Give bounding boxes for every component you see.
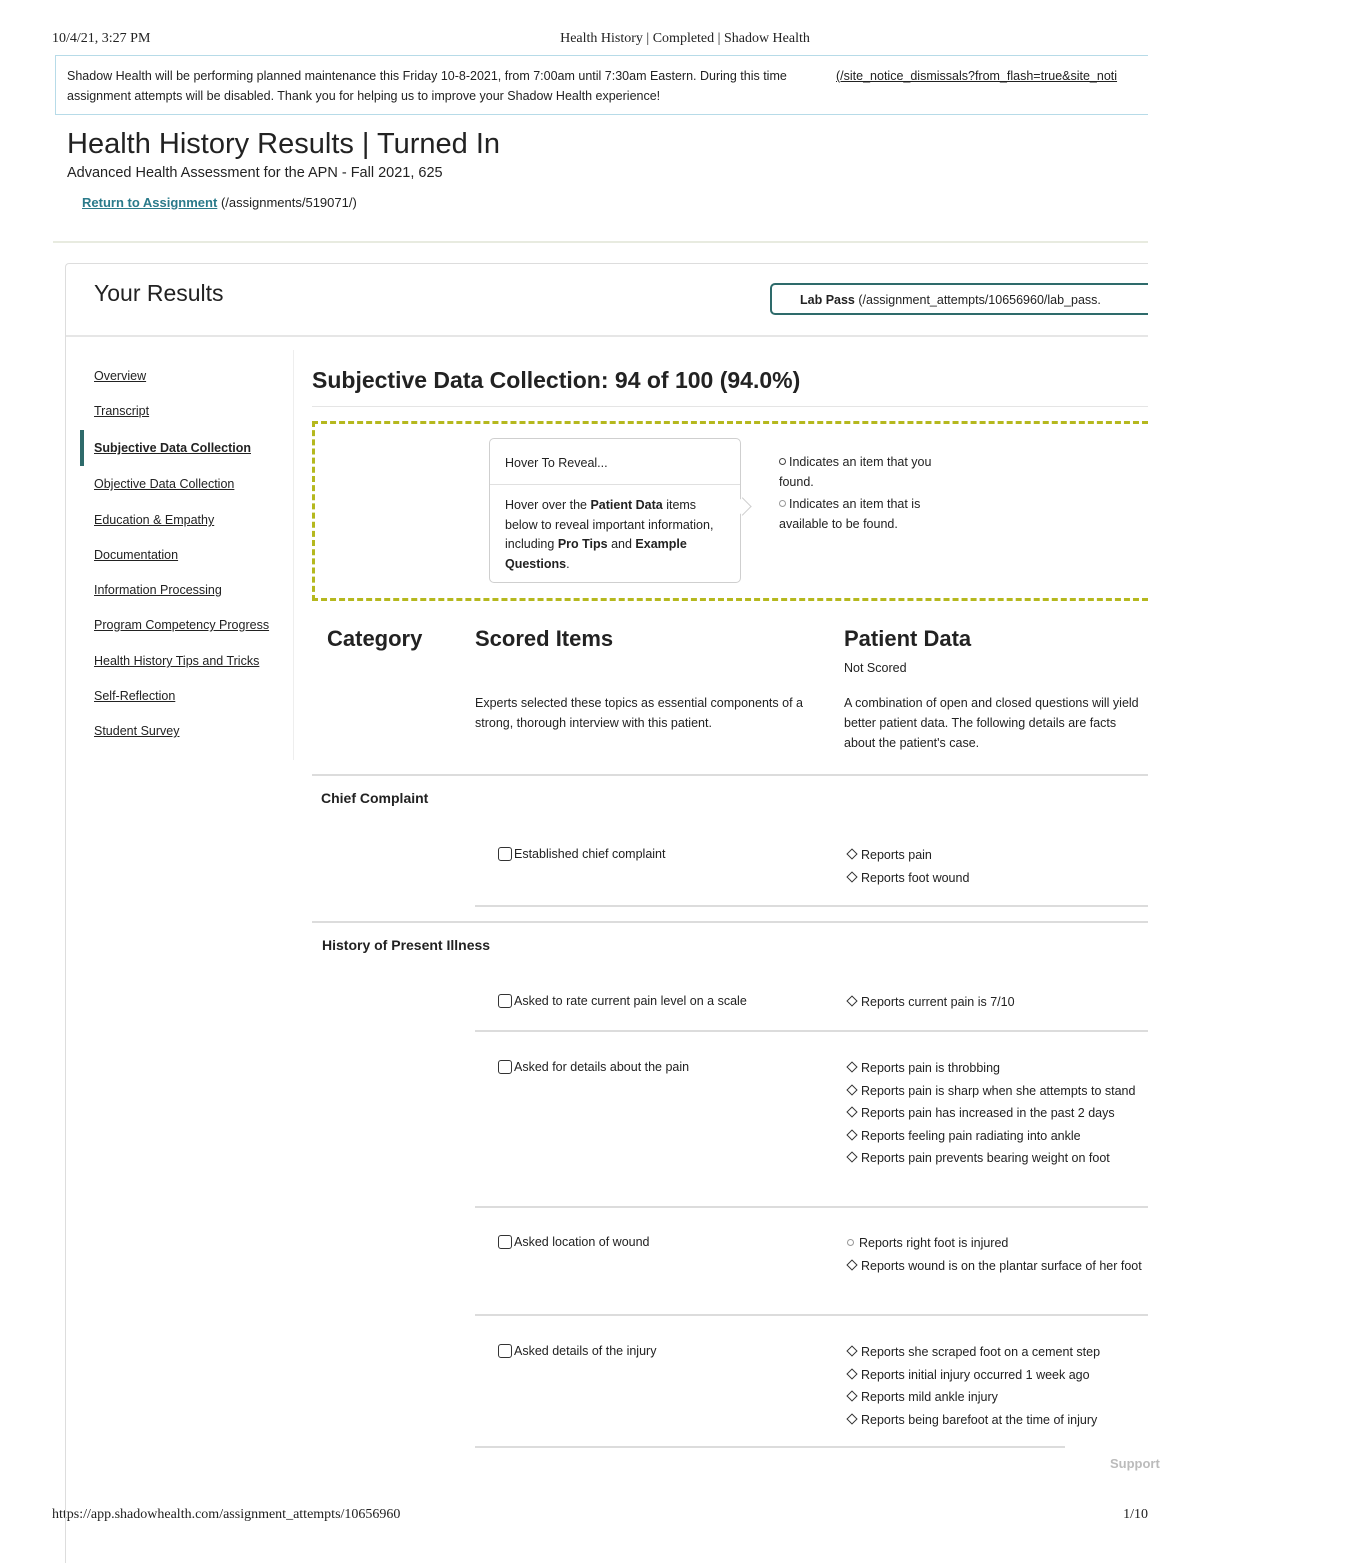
lab-pass-label: Lab Pass bbox=[800, 293, 855, 307]
print-datetime: 10/4/21, 3:27 PM bbox=[52, 31, 151, 46]
diamond-icon bbox=[846, 1061, 857, 1072]
column-header-patient-data: Patient Data bbox=[844, 626, 972, 651]
not-scored-label: Not Scored bbox=[844, 661, 907, 675]
patient-data-item[interactable]: Reports pain bbox=[846, 845, 1148, 865]
header-divider bbox=[53, 241, 1148, 243]
maintenance-notice bbox=[55, 55, 1148, 115]
diamond-icon bbox=[846, 1107, 857, 1118]
patient-data-item[interactable]: Reports foot wound bbox=[846, 868, 1148, 888]
column-header-category: Category bbox=[327, 626, 423, 651]
diamond-icon bbox=[846, 871, 857, 882]
patient-data-description: A combination of open and closed questions will yield better patient data. The following details are facts about the patient's case. bbox=[844, 696, 1139, 750]
patient-data-item[interactable]: Reports pain prevents bearing weight on foot bbox=[846, 1148, 1148, 1168]
scored-item[interactable]: Established chief complaint bbox=[498, 847, 665, 861]
card-divider bbox=[66, 335, 1148, 337]
diamond-icon bbox=[846, 848, 857, 859]
patient-data-item[interactable]: Reports feeling pain radiating into ankle bbox=[846, 1126, 1148, 1146]
legend-items bbox=[779, 453, 969, 537]
checkbox-icon bbox=[498, 847, 512, 861]
patient-data-list bbox=[846, 1233, 1148, 1278]
return-path: (/assignments/519071/) bbox=[220, 195, 357, 210]
diamond-icon bbox=[846, 1152, 857, 1163]
sidebar-item-program-competency-progress[interactable]: Program Competency Progress bbox=[94, 618, 270, 632]
hover-tooltip bbox=[489, 438, 741, 583]
sidebar-item-transcript[interactable]: Transcript bbox=[94, 404, 150, 418]
patient-data-item[interactable]: Reports being barefoot at the time of injury bbox=[846, 1410, 1148, 1430]
scored-item[interactable]: Asked location of wound bbox=[498, 1235, 650, 1249]
patient-data-item[interactable]: Reports pain is sharp when she attempts to stand bbox=[846, 1081, 1148, 1101]
scored-items-description: Experts selected these topics as essential components of a strong, thorough interview with this patient. bbox=[475, 696, 803, 730]
print-page-number: 1/10 bbox=[1123, 1507, 1148, 1522]
scored-item[interactable]: Asked details of the injury bbox=[498, 1344, 656, 1358]
tooltip-body: Hover over the Patient Data items below to reveal important information, including Pro Tips and Example Questions. bbox=[505, 498, 714, 571]
print-url: https://app.shadowhealth.com/assignment_attempts/10656960 bbox=[52, 1507, 401, 1522]
scored-item[interactable]: Asked for details about the pain bbox=[498, 1060, 689, 1074]
checkbox-icon bbox=[498, 1344, 512, 1358]
return-to-assignment-link[interactable]: Return to Assignment bbox=[82, 195, 218, 210]
row-divider bbox=[475, 905, 1148, 907]
results-sidebar-nav bbox=[80, 350, 294, 760]
active-indicator bbox=[80, 430, 84, 466]
scored-item[interactable]: Asked to rate current pain level on a scale bbox=[498, 994, 747, 1008]
patient-data-item[interactable]: Reports pain has increased in the past 2 days bbox=[846, 1103, 1148, 1123]
found-circle-icon bbox=[779, 458, 786, 465]
patient-data-item[interactable]: Reports right foot is injured bbox=[846, 1233, 1148, 1253]
legend-available: Indicates an item that is available to be found. bbox=[779, 497, 921, 531]
patient-data-list bbox=[846, 992, 1148, 1015]
patient-data-item[interactable]: Reports wound is on the plantar surface of her foot bbox=[846, 1256, 1148, 1276]
row-divider bbox=[475, 1206, 1148, 1208]
diamond-icon bbox=[846, 1259, 857, 1270]
sidebar-item-documentation[interactable]: Documentation bbox=[94, 548, 179, 562]
patient-data-list bbox=[846, 1058, 1148, 1171]
category-history-of-present-illness: History of Present Illness bbox=[322, 937, 491, 953]
sidebar-item-self-reflection[interactable]: Self-Reflection bbox=[94, 689, 176, 703]
sidebar-item-information-processing[interactable]: Information Processing bbox=[94, 583, 222, 597]
row-divider bbox=[475, 1314, 1148, 1316]
section-divider bbox=[312, 406, 1148, 407]
checkbox-icon bbox=[498, 994, 512, 1008]
diamond-icon bbox=[846, 1084, 857, 1095]
table-divider bbox=[312, 774, 1148, 776]
diamond-icon bbox=[846, 1129, 857, 1140]
row-divider bbox=[475, 1446, 1065, 1448]
support-button[interactable]: Support bbox=[1110, 1456, 1160, 1471]
page-subtitle: Advanced Health Assessment for the APN - Fall 2021, 625 bbox=[67, 165, 443, 181]
row-divider bbox=[475, 1030, 1148, 1032]
patient-data-item[interactable]: Reports current pain is 7/10 bbox=[846, 992, 1148, 1012]
results-title: Your Results bbox=[94, 280, 224, 306]
legend-found: Indicates an item that you found. bbox=[779, 455, 932, 489]
page-title: Health History Results | Turned In bbox=[67, 128, 501, 160]
patient-data-list bbox=[846, 1342, 1148, 1432]
category-divider bbox=[312, 921, 1148, 923]
section-title: Subjective Data Collection: 94 of 100 (94.0%) bbox=[312, 367, 801, 393]
diamond-icon bbox=[846, 1345, 857, 1356]
patient-data-item[interactable]: Reports mild ankle injury bbox=[846, 1387, 1148, 1407]
patient-data-item[interactable]: Reports pain is throbbing bbox=[846, 1058, 1148, 1078]
diamond-icon bbox=[846, 1368, 857, 1379]
lab-pass-button[interactable] bbox=[770, 283, 1148, 315]
patient-data-item[interactable]: Reports initial injury occurred 1 week ago bbox=[846, 1365, 1148, 1385]
return-row bbox=[82, 195, 357, 210]
tooltip-head: Hover To Reveal... bbox=[490, 439, 740, 485]
diamond-icon bbox=[846, 1391, 857, 1402]
available-circle-icon bbox=[779, 500, 786, 507]
sidebar-item-student-survey[interactable]: Student Survey bbox=[94, 724, 180, 738]
sidebar-item-overview[interactable]: Overview bbox=[94, 369, 147, 383]
diamond-icon bbox=[846, 1413, 857, 1424]
checkbox-icon bbox=[498, 1235, 512, 1249]
patient-data-list bbox=[846, 845, 1148, 890]
column-header-scored-items: Scored Items bbox=[475, 626, 614, 651]
notice-dismiss-link[interactable]: (/site_notice_dismissals?from_flash=true&site_noti bbox=[836, 69, 1118, 83]
patient-data-item[interactable]: Reports she scraped foot on a cement step bbox=[846, 1342, 1148, 1362]
lab-pass-path: (/assignment_attempts/10656960/lab_pass. bbox=[858, 293, 1101, 307]
available-circle-icon bbox=[847, 1239, 854, 1246]
notice-text: Shadow Health will be performing planned maintenance this Friday 10-8-2021, from 7:00am until 7:30am Eastern. During this time assignment attempts will be disabled. Thank you for helping us to improve your Shadow Health experience! bbox=[67, 69, 787, 103]
print-doc-title: Health History | Completed | Shadow Health bbox=[560, 31, 810, 46]
sidebar-item-objective-data-collection[interactable]: Objective Data Collection bbox=[94, 477, 235, 491]
sidebar-item-health-history-tips[interactable]: Health History Tips and Tricks bbox=[94, 654, 260, 668]
checkbox-icon bbox=[498, 1060, 512, 1074]
sidebar-item-education-empathy[interactable]: Education & Empathy bbox=[94, 513, 215, 527]
category-chief-complaint: Chief Complaint bbox=[321, 790, 429, 806]
diamond-icon bbox=[846, 995, 857, 1006]
sidebar-item-subjective-data-collection[interactable]: Subjective Data Collection bbox=[94, 441, 251, 455]
